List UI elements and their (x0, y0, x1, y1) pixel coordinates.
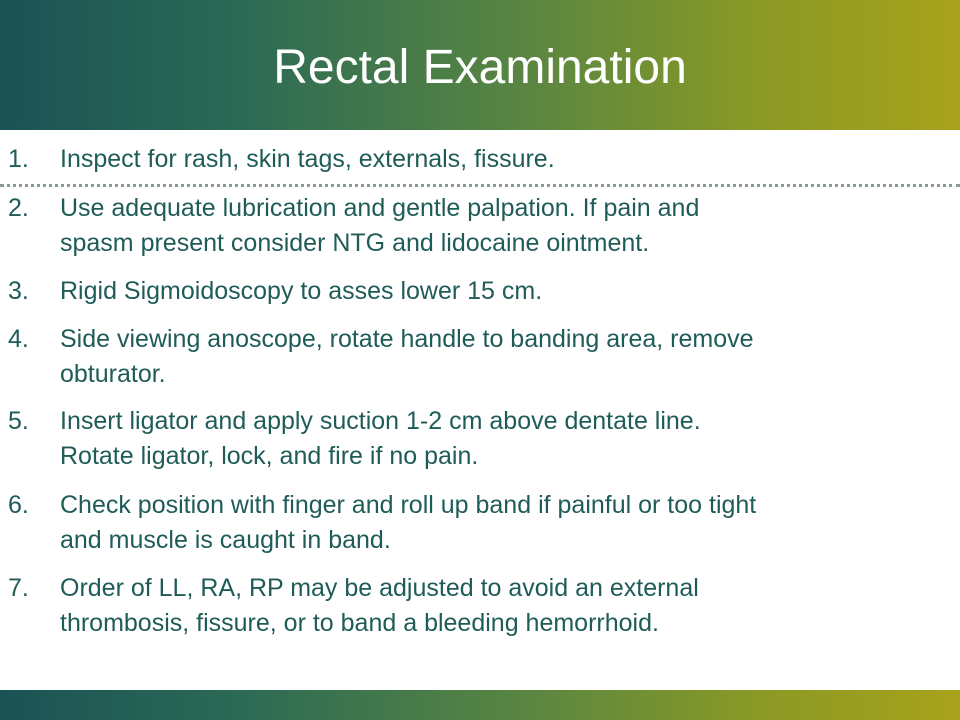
item-text: Rigid Sigmoidoscopy to asses lower 15 cm. (60, 277, 543, 305)
dotted-divider (0, 184, 960, 187)
item-text: Insert ligator and apply suction 1-2 cm above dentate line. Rotate ligator, lock, and fire if no pain. (60, 407, 701, 470)
item-text: Inspect for rash, skin tags, externals, fissure. (60, 145, 555, 173)
item-number: 6. (8, 491, 29, 519)
item-number: 5. (8, 407, 29, 435)
item-number: 3. (8, 277, 29, 305)
item-number: 4. (8, 325, 29, 353)
item-text: Side viewing anoscope, rotate handle to banding area, remove obturator. (60, 325, 754, 388)
item-number: 2. (8, 194, 29, 222)
item-text: Check position with finger and roll up band if painful or too tight and muscle is caught in band. (60, 491, 757, 554)
item-text: Use adequate lubrication and gentle palpation. If pain and spasm present consider NTG and lidocaine ointment. (60, 194, 700, 257)
slide-title: Rectal Examination (273, 41, 687, 94)
item-number: 1. (8, 145, 29, 173)
item-number: 7. (8, 574, 29, 602)
item-text: Order of LL, RA, RP may be adjusted to avoid an external thrombosis, fissure, or to band a bleeding hemorrhoid. (60, 574, 699, 637)
footer-banner (0, 690, 960, 720)
title-banner (0, 0, 960, 130)
